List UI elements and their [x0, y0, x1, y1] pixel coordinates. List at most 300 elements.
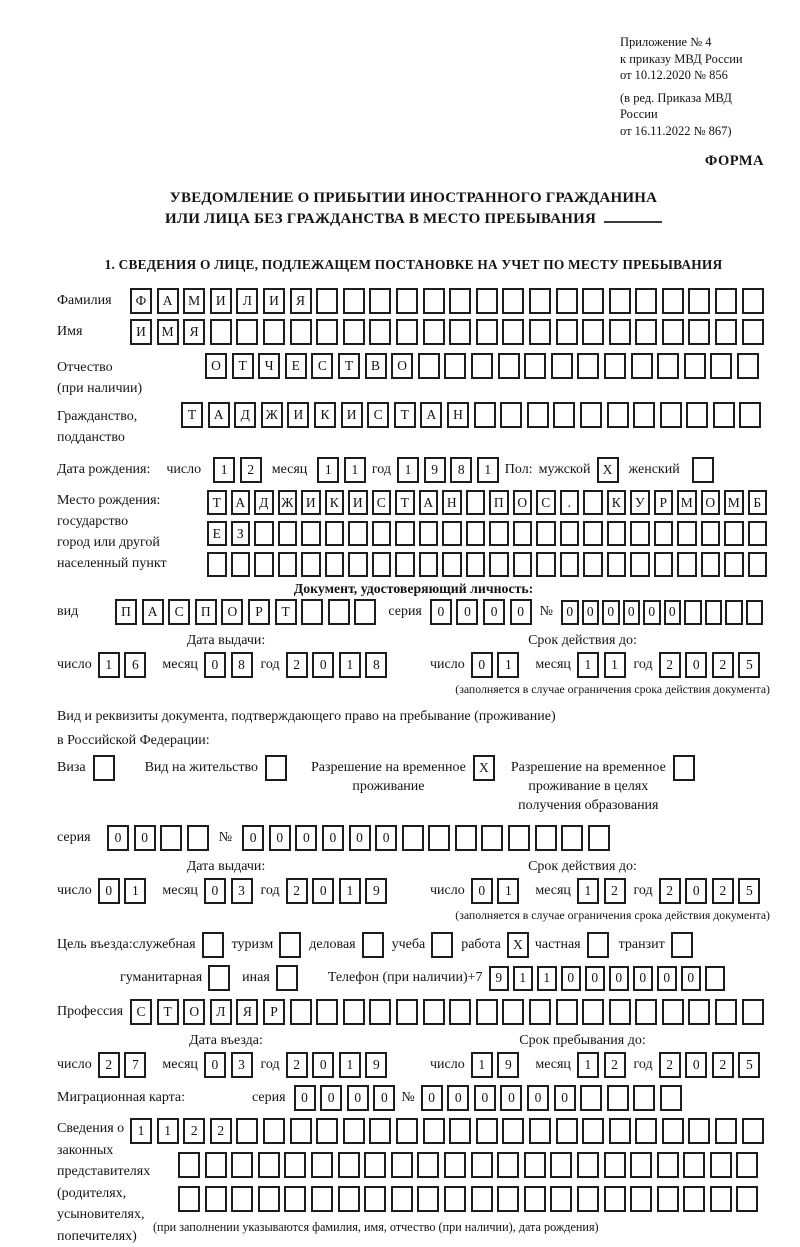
char-cell[interactable]: 0: [664, 600, 682, 625]
char-cell[interactable]: М: [157, 319, 179, 345]
char-cell[interactable]: П: [115, 599, 137, 625]
char-cell[interactable]: [210, 319, 232, 345]
char-cell[interactable]: 1: [317, 457, 339, 483]
char-cell[interactable]: Д: [254, 490, 274, 515]
char-cell[interactable]: [423, 319, 445, 345]
char-cell[interactable]: [364, 1186, 386, 1212]
char-cell[interactable]: [582, 288, 604, 314]
char-cell[interactable]: [633, 402, 655, 428]
char-cell[interactable]: С: [168, 599, 190, 625]
char-cell[interactable]: [369, 1118, 391, 1144]
char-cell[interactable]: [684, 353, 706, 379]
char-cell[interactable]: [258, 1152, 280, 1178]
char-cell[interactable]: 0: [561, 600, 579, 625]
char-cell[interactable]: [705, 600, 723, 625]
char-cell[interactable]: [657, 1152, 679, 1178]
char-cell[interactable]: [279, 932, 301, 958]
char-cell[interactable]: [556, 319, 578, 345]
char-cell[interactable]: [160, 825, 182, 851]
char-cell[interactable]: [577, 1152, 599, 1178]
char-cell[interactable]: 0: [500, 1085, 522, 1111]
char-cell[interactable]: [513, 552, 533, 577]
char-cell[interactable]: [258, 1186, 280, 1212]
char-cell[interactable]: [254, 552, 274, 577]
char-cell[interactable]: К: [325, 490, 345, 515]
char-cell[interactable]: 0: [623, 600, 641, 625]
char-cell[interactable]: Р: [263, 999, 285, 1025]
char-cell[interactable]: [609, 1118, 631, 1144]
char-cell[interactable]: 0: [483, 599, 505, 625]
char-cell[interactable]: 0: [375, 825, 397, 851]
char-cell[interactable]: 2: [286, 1052, 308, 1078]
char-cell[interactable]: Ж: [261, 402, 283, 428]
char-cell[interactable]: [338, 1186, 360, 1212]
char-cell[interactable]: 0: [373, 1085, 395, 1111]
char-cell[interactable]: [444, 353, 466, 379]
char-cell[interactable]: Д: [234, 402, 256, 428]
char-cell[interactable]: [705, 966, 726, 991]
char-cell[interactable]: [577, 1186, 599, 1212]
char-cell[interactable]: [362, 932, 384, 958]
char-cell[interactable]: [551, 353, 573, 379]
char-cell[interactable]: [673, 755, 695, 781]
char-cell[interactable]: М: [724, 490, 744, 515]
char-cell[interactable]: 0: [312, 652, 334, 678]
char-cell[interactable]: 0: [347, 1085, 369, 1111]
char-cell[interactable]: [553, 402, 575, 428]
char-cell[interactable]: [497, 1152, 519, 1178]
char-cell[interactable]: [677, 521, 697, 546]
char-cell[interactable]: [737, 353, 759, 379]
char-cell[interactable]: 2: [659, 878, 681, 904]
char-cell[interactable]: А: [208, 402, 230, 428]
char-cell[interactable]: 9: [365, 1052, 387, 1078]
char-cell[interactable]: [688, 999, 710, 1025]
char-cell[interactable]: [583, 552, 603, 577]
char-cell[interactable]: [529, 319, 551, 345]
char-cell[interactable]: 0: [527, 1085, 549, 1111]
char-cell[interactable]: [635, 1118, 657, 1144]
char-cell[interactable]: Л: [236, 288, 258, 314]
char-cell[interactable]: [604, 353, 626, 379]
char-cell[interactable]: [607, 521, 627, 546]
char-cell[interactable]: 0: [269, 825, 291, 851]
char-cell[interactable]: [455, 825, 477, 851]
char-cell[interactable]: [631, 353, 653, 379]
char-cell[interactable]: [710, 353, 732, 379]
char-cell[interactable]: Н: [447, 402, 469, 428]
char-cell[interactable]: [391, 1186, 413, 1212]
char-cell[interactable]: [489, 521, 509, 546]
char-cell[interactable]: 0: [107, 825, 129, 851]
char-cell[interactable]: [513, 521, 533, 546]
char-cell[interactable]: [431, 932, 453, 958]
char-cell[interactable]: [369, 319, 391, 345]
char-cell[interactable]: [348, 552, 368, 577]
char-cell[interactable]: [715, 1118, 737, 1144]
char-cell[interactable]: О: [183, 999, 205, 1025]
char-cell[interactable]: [444, 1186, 466, 1212]
char-cell[interactable]: 2: [659, 1052, 681, 1078]
char-cell[interactable]: 5: [738, 878, 760, 904]
char-cell[interactable]: [417, 1152, 439, 1178]
char-cell[interactable]: 2: [604, 878, 626, 904]
char-cell[interactable]: [476, 319, 498, 345]
char-cell[interactable]: 1: [577, 1052, 599, 1078]
char-cell[interactable]: 0: [312, 878, 334, 904]
char-cell[interactable]: [529, 288, 551, 314]
char-cell[interactable]: [205, 1152, 227, 1178]
char-cell[interactable]: 2: [712, 1052, 734, 1078]
char-cell[interactable]: [290, 999, 312, 1025]
char-cell[interactable]: Я: [183, 319, 205, 345]
char-cell[interactable]: [660, 1085, 682, 1111]
char-cell[interactable]: [178, 1186, 200, 1212]
char-cell[interactable]: П: [195, 599, 217, 625]
char-cell[interactable]: З: [231, 521, 251, 546]
char-cell[interactable]: 0: [294, 1085, 316, 1111]
char-cell[interactable]: 1: [604, 652, 626, 678]
char-cell[interactable]: А: [231, 490, 251, 515]
char-cell[interactable]: [276, 965, 298, 991]
char-cell[interactable]: [178, 1152, 200, 1178]
char-cell[interactable]: [428, 825, 450, 851]
char-cell[interactable]: [208, 965, 230, 991]
char-cell[interactable]: С: [536, 490, 556, 515]
char-cell[interactable]: И: [130, 319, 152, 345]
char-cell[interactable]: [588, 825, 610, 851]
char-cell[interactable]: [474, 402, 496, 428]
char-cell[interactable]: [671, 932, 693, 958]
char-cell[interactable]: Б: [748, 490, 768, 515]
char-cell[interactable]: [662, 1118, 684, 1144]
char-cell[interactable]: [325, 521, 345, 546]
char-cell[interactable]: [724, 521, 744, 546]
char-cell[interactable]: [419, 521, 439, 546]
char-cell[interactable]: 0: [134, 825, 156, 851]
char-cell[interactable]: 0: [685, 1052, 707, 1078]
char-cell[interactable]: М: [183, 288, 205, 314]
char-cell[interactable]: [725, 600, 743, 625]
char-cell[interactable]: [231, 552, 251, 577]
char-cell[interactable]: 9: [489, 966, 510, 991]
char-cell[interactable]: [278, 521, 298, 546]
char-cell[interactable]: 1: [537, 966, 558, 991]
char-cell[interactable]: [466, 552, 486, 577]
char-cell[interactable]: [529, 1118, 551, 1144]
char-cell[interactable]: [604, 1152, 626, 1178]
char-cell[interactable]: [369, 999, 391, 1025]
char-cell[interactable]: [688, 319, 710, 345]
char-cell[interactable]: [325, 552, 345, 577]
char-cell[interactable]: [301, 599, 323, 625]
char-cell[interactable]: [316, 999, 338, 1025]
char-cell[interactable]: 0: [471, 652, 493, 678]
char-cell[interactable]: [535, 825, 557, 851]
char-cell[interactable]: [609, 288, 631, 314]
char-cell[interactable]: [396, 319, 418, 345]
char-cell[interactable]: 0: [657, 966, 678, 991]
char-cell[interactable]: 1: [124, 878, 146, 904]
char-cell[interactable]: 0: [421, 1085, 443, 1111]
char-cell[interactable]: [607, 552, 627, 577]
char-cell[interactable]: [396, 1118, 418, 1144]
char-cell[interactable]: [316, 319, 338, 345]
char-cell[interactable]: 1: [130, 1118, 152, 1144]
char-cell[interactable]: 1: [497, 878, 519, 904]
char-cell[interactable]: [205, 1186, 227, 1212]
char-cell[interactable]: [395, 552, 415, 577]
char-cell[interactable]: [660, 402, 682, 428]
char-cell[interactable]: [688, 288, 710, 314]
char-cell[interactable]: [524, 1152, 546, 1178]
char-cell[interactable]: [338, 1152, 360, 1178]
char-cell[interactable]: [657, 353, 679, 379]
char-cell[interactable]: [630, 1186, 652, 1212]
char-cell[interactable]: [343, 1118, 365, 1144]
char-cell[interactable]: А: [420, 402, 442, 428]
char-cell[interactable]: 0: [98, 878, 120, 904]
char-cell[interactable]: [481, 825, 503, 851]
char-cell[interactable]: [471, 1152, 493, 1178]
char-cell[interactable]: У: [630, 490, 650, 515]
char-cell[interactable]: [654, 552, 674, 577]
char-cell[interactable]: Т: [157, 999, 179, 1025]
char-cell[interactable]: 0: [510, 599, 532, 625]
char-cell[interactable]: 2: [712, 878, 734, 904]
char-cell[interactable]: Л: [210, 999, 232, 1025]
char-cell[interactable]: [710, 1186, 732, 1212]
char-cell[interactable]: [301, 521, 321, 546]
char-cell[interactable]: Т: [338, 353, 360, 379]
char-cell[interactable]: [290, 1118, 312, 1144]
char-cell[interactable]: [536, 552, 556, 577]
char-cell[interactable]: Р: [654, 490, 674, 515]
char-cell[interactable]: 2: [98, 1052, 120, 1078]
char-cell[interactable]: 7: [124, 1052, 146, 1078]
char-cell[interactable]: О: [205, 353, 227, 379]
char-cell[interactable]: [742, 319, 764, 345]
char-cell[interactable]: [654, 521, 674, 546]
char-cell[interactable]: [577, 353, 599, 379]
char-cell[interactable]: [343, 288, 365, 314]
char-cell[interactable]: [715, 288, 737, 314]
char-cell[interactable]: [556, 999, 578, 1025]
char-cell[interactable]: [582, 319, 604, 345]
char-cell[interactable]: [396, 999, 418, 1025]
char-cell[interactable]: 1: [157, 1118, 179, 1144]
char-cell[interactable]: [742, 999, 764, 1025]
char-cell[interactable]: [683, 1186, 705, 1212]
char-cell[interactable]: [502, 1118, 524, 1144]
char-cell[interactable]: [354, 599, 376, 625]
char-cell[interactable]: Ф: [130, 288, 152, 314]
char-cell[interactable]: 1: [577, 878, 599, 904]
char-cell[interactable]: 5: [738, 652, 760, 678]
char-cell[interactable]: 1: [477, 457, 499, 483]
char-cell[interactable]: [449, 999, 471, 1025]
char-cell[interactable]: Т: [207, 490, 227, 515]
char-cell[interactable]: [396, 288, 418, 314]
char-cell[interactable]: 8: [365, 652, 387, 678]
char-cell[interactable]: [442, 521, 462, 546]
char-cell[interactable]: [301, 552, 321, 577]
char-cell[interactable]: [343, 999, 365, 1025]
char-cell[interactable]: 3: [231, 878, 253, 904]
char-cell[interactable]: 2: [712, 652, 734, 678]
char-cell[interactable]: А: [157, 288, 179, 314]
char-cell[interactable]: [527, 402, 549, 428]
char-cell[interactable]: [364, 1152, 386, 1178]
char-cell[interactable]: [635, 319, 657, 345]
char-cell[interactable]: В: [365, 353, 387, 379]
char-cell[interactable]: [739, 402, 761, 428]
char-cell[interactable]: 0: [582, 600, 600, 625]
char-cell[interactable]: Ж: [278, 490, 298, 515]
char-cell[interactable]: .: [560, 490, 580, 515]
char-cell[interactable]: 0: [204, 1052, 226, 1078]
char-cell[interactable]: О: [221, 599, 243, 625]
char-cell[interactable]: [686, 402, 708, 428]
char-cell[interactable]: М: [677, 490, 697, 515]
char-cell[interactable]: [489, 552, 509, 577]
char-cell[interactable]: [688, 1118, 710, 1144]
char-cell[interactable]: 0: [685, 652, 707, 678]
char-cell[interactable]: [692, 457, 714, 483]
char-cell[interactable]: [630, 552, 650, 577]
char-cell[interactable]: 0: [447, 1085, 469, 1111]
char-cell[interactable]: [587, 932, 609, 958]
char-cell[interactable]: 0: [204, 878, 226, 904]
char-cell[interactable]: [724, 552, 744, 577]
char-cell[interactable]: [372, 521, 392, 546]
char-cell[interactable]: О: [701, 490, 721, 515]
char-cell[interactable]: [630, 1152, 652, 1178]
char-cell[interactable]: [662, 288, 684, 314]
char-cell[interactable]: [556, 288, 578, 314]
char-cell[interactable]: И: [210, 288, 232, 314]
char-cell[interactable]: [609, 319, 631, 345]
char-cell[interactable]: [278, 552, 298, 577]
char-cell[interactable]: [748, 552, 768, 577]
char-cell[interactable]: [265, 755, 287, 781]
char-cell[interactable]: [498, 353, 520, 379]
char-cell[interactable]: Т: [395, 490, 415, 515]
char-cell[interactable]: 0: [204, 652, 226, 678]
char-cell[interactable]: [290, 319, 312, 345]
char-cell[interactable]: [502, 288, 524, 314]
char-cell[interactable]: С: [372, 490, 392, 515]
char-cell[interactable]: [328, 599, 350, 625]
char-cell[interactable]: [202, 932, 224, 958]
char-cell[interactable]: [529, 999, 551, 1025]
char-cell[interactable]: [662, 319, 684, 345]
char-cell[interactable]: [476, 288, 498, 314]
char-cell[interactable]: 0: [456, 599, 478, 625]
char-cell[interactable]: [391, 1152, 413, 1178]
char-cell[interactable]: Т: [275, 599, 297, 625]
char-cell[interactable]: [607, 402, 629, 428]
char-cell[interactable]: [524, 353, 546, 379]
char-cell[interactable]: 8: [231, 652, 253, 678]
char-cell[interactable]: [583, 490, 603, 515]
char-cell[interactable]: Т: [181, 402, 203, 428]
char-cell[interactable]: 6: [124, 652, 146, 678]
char-cell[interactable]: Е: [207, 521, 227, 546]
char-cell[interactable]: [582, 999, 604, 1025]
char-cell[interactable]: [746, 600, 764, 625]
char-cell[interactable]: А: [419, 490, 439, 515]
char-cell[interactable]: 0: [295, 825, 317, 851]
char-cell[interactable]: [657, 1186, 679, 1212]
char-cell[interactable]: Ч: [258, 353, 280, 379]
char-cell[interactable]: [476, 1118, 498, 1144]
char-cell[interactable]: [418, 353, 440, 379]
char-cell[interactable]: 1: [213, 457, 235, 483]
char-cell[interactable]: [550, 1152, 572, 1178]
char-cell[interactable]: [311, 1152, 333, 1178]
char-cell[interactable]: 0: [681, 966, 702, 991]
char-cell[interactable]: [582, 1118, 604, 1144]
char-cell[interactable]: [508, 825, 530, 851]
char-cell[interactable]: 0: [430, 599, 452, 625]
char-cell[interactable]: [742, 288, 764, 314]
char-cell[interactable]: 0: [685, 878, 707, 904]
char-cell[interactable]: [635, 288, 657, 314]
char-cell[interactable]: [502, 999, 524, 1025]
char-cell[interactable]: [630, 521, 650, 546]
char-cell[interactable]: [748, 521, 768, 546]
char-cell[interactable]: [369, 288, 391, 314]
char-cell[interactable]: 8: [450, 457, 472, 483]
char-cell[interactable]: А: [142, 599, 164, 625]
char-cell[interactable]: [231, 1186, 253, 1212]
char-cell[interactable]: 1: [339, 878, 361, 904]
char-cell[interactable]: [449, 1118, 471, 1144]
char-cell[interactable]: 1: [344, 457, 366, 483]
char-cell[interactable]: 0: [474, 1085, 496, 1111]
char-cell[interactable]: X: [597, 457, 619, 483]
char-cell[interactable]: [701, 521, 721, 546]
char-cell[interactable]: 3: [231, 1052, 253, 1078]
char-cell[interactable]: 0: [471, 878, 493, 904]
char-cell[interactable]: [500, 402, 522, 428]
char-cell[interactable]: [263, 319, 285, 345]
char-cell[interactable]: [231, 1152, 253, 1178]
char-cell[interactable]: 1: [98, 652, 120, 678]
char-cell[interactable]: 0: [320, 1085, 342, 1111]
char-cell[interactable]: К: [314, 402, 336, 428]
char-cell[interactable]: Р: [248, 599, 270, 625]
char-cell[interactable]: [372, 552, 392, 577]
char-cell[interactable]: X: [473, 755, 495, 781]
char-cell[interactable]: И: [301, 490, 321, 515]
char-cell[interactable]: 2: [286, 878, 308, 904]
char-cell[interactable]: X: [507, 932, 529, 958]
char-cell[interactable]: 0: [554, 1085, 576, 1111]
char-cell[interactable]: [236, 1118, 258, 1144]
char-cell[interactable]: О: [513, 490, 533, 515]
char-cell[interactable]: [444, 1152, 466, 1178]
char-cell[interactable]: [736, 1186, 758, 1212]
char-cell[interactable]: [316, 1118, 338, 1144]
char-cell[interactable]: С: [130, 999, 152, 1025]
char-cell[interactable]: [580, 1085, 602, 1111]
char-cell[interactable]: [466, 490, 486, 515]
char-cell[interactable]: С: [311, 353, 333, 379]
char-cell[interactable]: [635, 999, 657, 1025]
char-cell[interactable]: 2: [659, 652, 681, 678]
